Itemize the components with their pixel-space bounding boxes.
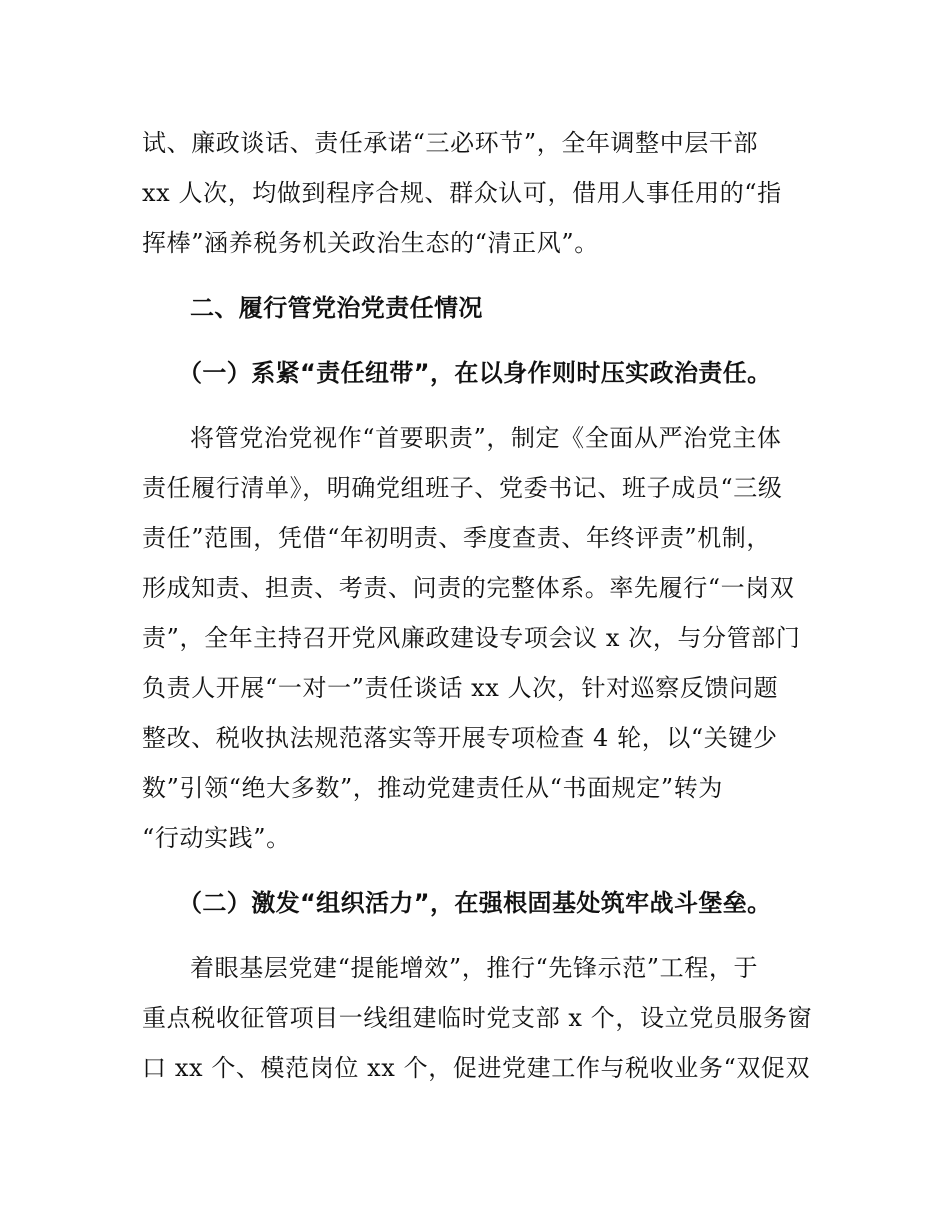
subsection-heading: （二）激发“组织活力”，在强根固基处筑牢战斗堡垒。 — [178, 889, 772, 917]
body-text-line: 责任履行清单》，明确党组班子、党委书记、班子成员“三级 — [142, 474, 783, 502]
body-text-line: 形成知责、担责、考责、问责的完整体系。率先履行“一岗双 — [142, 574, 795, 602]
body-text-line: xx 人次，均做到程序合规、群众认可，借用人事任用的“指 — [142, 179, 782, 207]
body-text-line: 重点税收征管项目一线组建临时党支部 x 个，设立党员服务窗 — [142, 1004, 813, 1032]
section-heading: 二、履行管党治党责任情况 — [190, 294, 483, 322]
body-text-line: “行动实践”。 — [142, 824, 291, 852]
body-text-line: 责”，全年主持召开党风廉政建设专项会议 x 次，与分管部门 — [142, 624, 801, 652]
body-text-line: 口 xx 个、模范岗位 xx 个，促进党建工作与税收业务“双促双 — [142, 1054, 811, 1082]
body-text-line: 将管党治党视作“首要职责”，制定《全面从严治党主体 — [190, 424, 782, 452]
body-text-line: 挥棒”涵养税务机关政治生态的“清正风”。 — [142, 229, 599, 257]
body-text-line: 试、廉政谈话、责任承诺“三必环节”，全年调整中层干部 — [142, 129, 759, 157]
body-text-line: 数”引领“绝大多数”，推动党建责任从“书面规定”转为 — [142, 774, 723, 802]
body-text-line: 着眼基层党建“提能增效”，推行“先锋示范”工程，于 — [190, 954, 759, 982]
body-text-line: 责任”范围，凭借“年初明责、季度查责、年终评责”机制， — [142, 524, 772, 552]
body-text-line: 负责人开展“一对一”责任谈话 xx 人次，针对巡察反馈问题 — [142, 674, 779, 702]
subsection-heading: （一）系紧“责任纽带”，在以身作则时压实政治责任。 — [178, 359, 772, 387]
body-text-line: 整改、税收执法规范落实等开展专项检查 4 轮，以“关键少 — [142, 724, 778, 752]
